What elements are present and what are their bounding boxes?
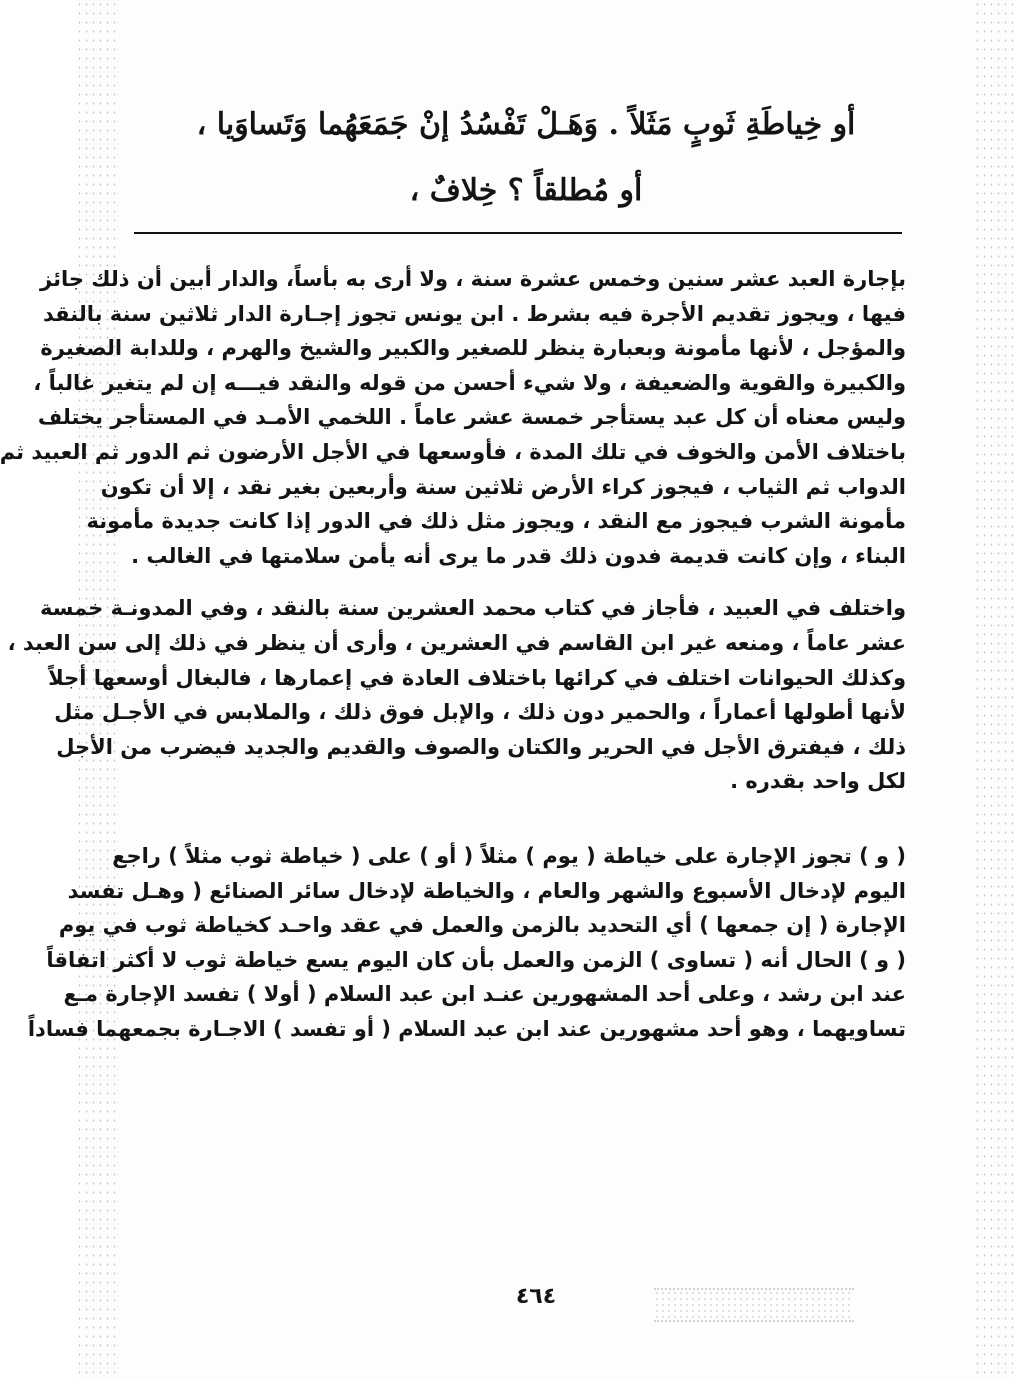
page-number: ٤٦٤ (515, 1284, 557, 1309)
text-line: والمؤجل ، لأنها مأمونة وبعبارة ينظر للصغير والكبير والشيخ والهرم ، وللدابة الصغيرة (40, 336, 906, 361)
text-line: لكل واحد بقدره . (730, 769, 906, 794)
faded-library-stamp (654, 1288, 854, 1322)
text-line: والكبيرة والقوية والضعيفة ، ولا شيء أحسن من قوله والنقد فيـــه إن لم يتغير غالباً ، (33, 370, 906, 395)
text-line: واختلف في العبيد ، فأجاز في كتاب محمد العشرين سنة بالنقد ، وفي المدونـة خمسة (39, 596, 906, 621)
text-line: فيها ، ويجوز تقديم الأجرة فيه بشرط . ابن يونس تجوز إجـارة الدار ثلاثين سنة بالنقد (43, 301, 906, 326)
text-line: عشر عاماً ، ومنعه غير ابن القاسم في العشرين ، وأرى أن ينظر في ذلك إلى سن العبد ، (7, 630, 906, 655)
text-line: اليوم لإدخال الأسبوع والشهر والعام ، والخياطة لإدخال سائر الصنائع ( وهـل تفسد (67, 878, 906, 903)
commentary-text (0, 262, 906, 1046)
text-line: وكذلك الحيوانات اختلف في كرائها باختلاف العادة في إعمارها ، فالبغال أوسعها أجلاً (48, 665, 906, 690)
text-line: الدواب ثم الثياب ، فيجوز كراء الأرض ثلاثين سنة وأربعين بغير نقد ، إلا أن تكون (100, 474, 906, 499)
text-line: بإجارة العبد عشر سنين وخمس عشرة سنة ، ولا أرى به بأساً، والدار أبين أن ذلك جائز (40, 267, 906, 291)
matn-verse (166, 92, 886, 224)
text-line: ( و ) الحال أنه ( تساوى ) الزمن والعمل بأن كان اليوم يسع خياطة ثوب لا أكثر اتفاقاً (46, 947, 906, 972)
verse-line-1: أو خِياطَةِ ثَوبٍ مَثَلاً . وَهَـلْ تَفْسُدُ إنْ جَمَعَهُما وَتَساوَيا ، (196, 107, 856, 142)
text-line: عند ابن رشد ، وعلى أحد المشهورين عنـد ابن عبد السلام ( أولا ) تفسد الإجارة مـع (63, 982, 906, 1007)
scan-speckle-right (974, 0, 1014, 1379)
text-line: الإجارة ( إن جمعها ) أي التحديد بالزمن والعمل في عقد واحـد كخياطة ثوب في يوم (58, 913, 906, 938)
text-line: ( و ) تجوز الإجارة على خياطة ( يوم ) مثلاً ( أو ) على ( خياطة ثوب مثلاً ) راجع (112, 843, 906, 868)
text-line: ذلك ، فيفترق الأجل في الحرير والكتان والصوف والقديم والجديد فيضرب من الأجل (56, 734, 906, 759)
separator-rule (134, 232, 902, 234)
text-line: لأنها أطولها أعماراً ، والحمير دون ذلك ، والإبل فوق ذلك ، والملابس في الأجـل مثل (54, 700, 906, 725)
text-line: وليس معناه أن كل عبد يستأجر خمسة عشر عاماً . اللخمي الأمـد في المستأجر يختلف (37, 405, 906, 430)
verse-line-2: أو مُطلقاً ؟ خِلافٌ ، (409, 173, 643, 208)
paragraph-2 (7, 591, 906, 799)
paragraph-1 (0, 262, 906, 573)
text-line: تساويهما ، وهو أحد مشهورين عند ابن عبد السلام ( أو تفسد ) الاجـارة بجمعهما فساداً (27, 1016, 906, 1041)
text-line: مأمونة الشرب فيجوز مع النقد ، ويجوز مثل ذلك في الدور إذا كانت جديدة مأمونة (86, 509, 906, 534)
text-line: البناء ، وإن كانت قديمة فدون ذلك قدر ما يرى أنه يأمن سلامتها في الغالب . (131, 543, 906, 568)
paragraph-3 (27, 839, 906, 1047)
text-line: باختلاف الأمن والخوف في تلك المدة ، فأوسعها في الأجل الأرضون ثم الدور ثم العبيد ثم (0, 439, 906, 464)
